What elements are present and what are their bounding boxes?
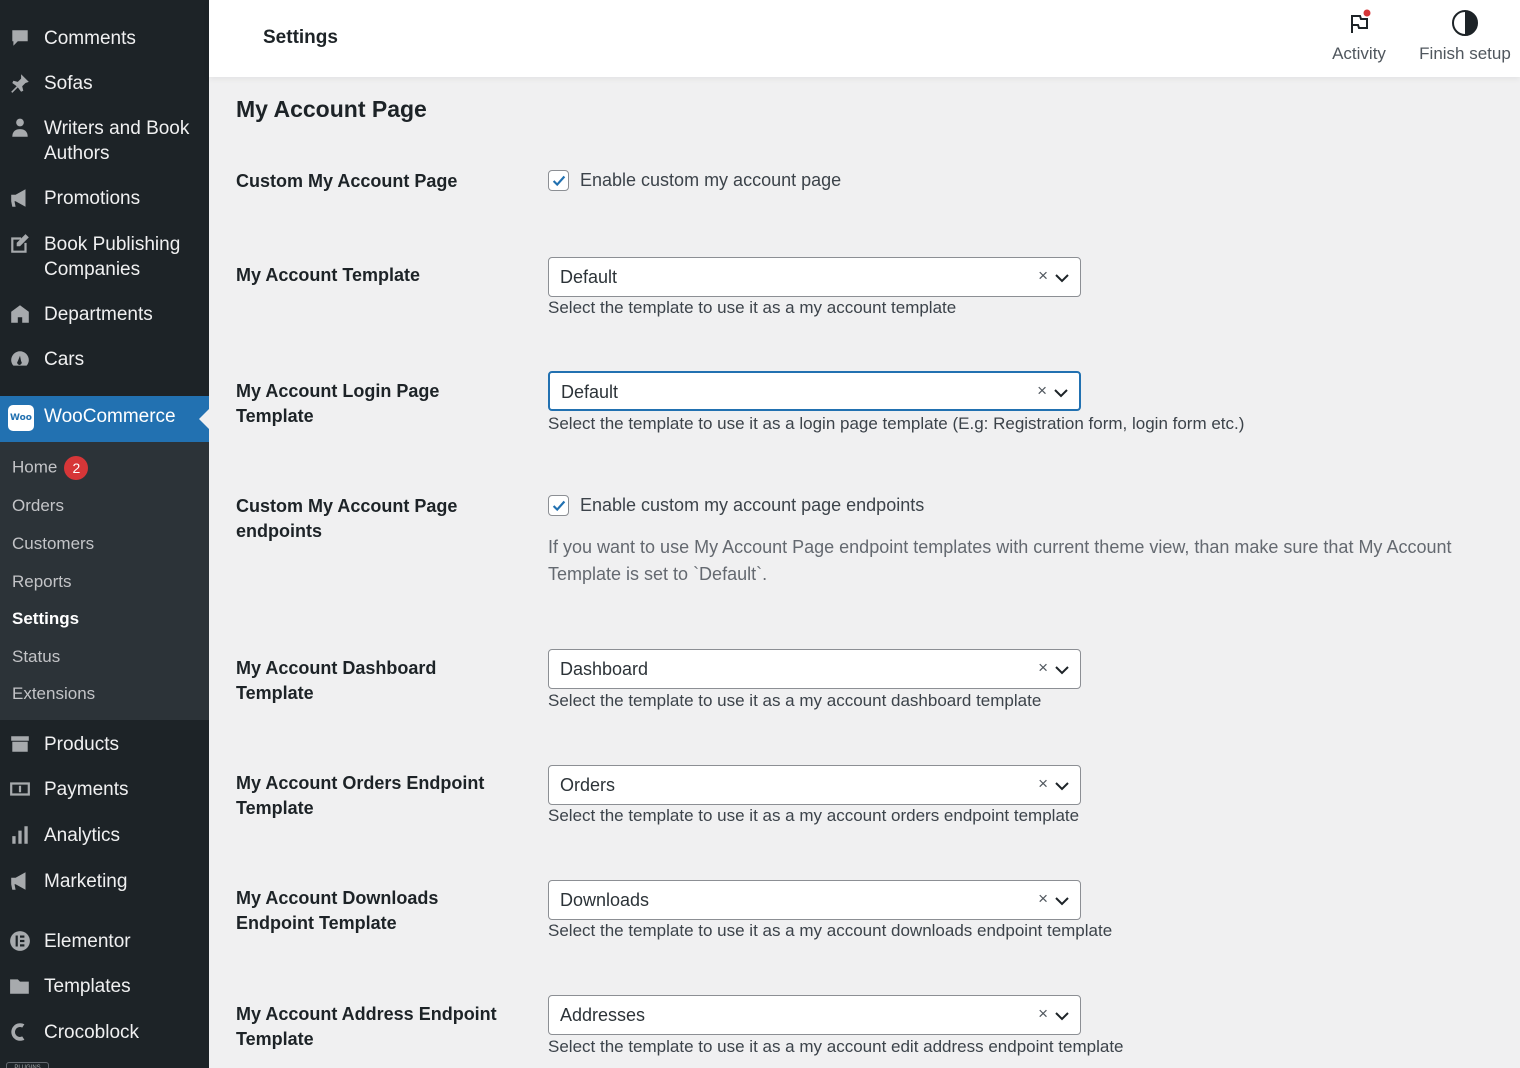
plugins-badge: PLUGINS xyxy=(6,1062,49,1068)
submenu-item-customers[interactable]: Customers xyxy=(12,534,95,553)
custom-page-checkbox-row[interactable]: Enable custom my account page xyxy=(548,170,841,191)
clear-icon[interactable]: × xyxy=(1038,266,1048,285)
clear-icon[interactable]: × xyxy=(1038,889,1048,908)
pin-icon xyxy=(8,71,32,95)
custom-page-label: Custom My Account Page xyxy=(236,171,458,191)
chevron-down-icon xyxy=(1054,270,1070,286)
page-title: Settings xyxy=(263,27,338,48)
admin-sidebar: Comments Sofas Writers and Book Authors Promotions Book Publishing Companies Departments Cars Woo WooCommerce Home 2 Orders Customers Reports Settings Status Extensions Products Payments Analytics Marketing Elementor Templates Crocoblock PLUGINS xyxy=(0,0,209,1068)
submenu-item-reports[interactable]: Reports xyxy=(12,572,72,591)
template-select[interactable]: Default × xyxy=(548,257,1081,297)
menu-item-woocommerce[interactable]: Woo WooCommerce xyxy=(0,396,209,442)
submenu-item-orders[interactable]: Orders xyxy=(12,496,64,515)
template-label: My Account Template xyxy=(236,265,421,285)
clear-icon[interactable]: × xyxy=(1038,774,1048,793)
downloads-template-select[interactable]: Downloads × xyxy=(548,880,1081,920)
clear-icon[interactable]: × xyxy=(1038,658,1048,677)
orders-template-label: My Account Orders Endpoint Template xyxy=(236,773,485,818)
dashboard-template-label: My Account Dashboard Template xyxy=(236,658,437,703)
buildings-icon xyxy=(8,302,32,326)
comment-icon xyxy=(8,26,32,50)
activity-button[interactable]: Activity xyxy=(1314,8,1404,64)
clear-icon[interactable]: × xyxy=(1037,381,1047,400)
downloads-template-description: Select the template to use it as a my account downloads endpoint template xyxy=(548,921,1113,940)
woocommerce-logo-icon: Woo xyxy=(8,405,34,431)
megaphone-icon xyxy=(8,186,32,210)
megaphone-icon xyxy=(8,869,32,893)
crocoblock-icon xyxy=(8,1020,32,1044)
address-template-select[interactable]: Addresses × xyxy=(548,995,1081,1035)
address-template-description: Select the template to use it as a my account edit address endpoint template xyxy=(548,1037,1124,1056)
elementor-icon xyxy=(8,929,32,953)
chevron-down-icon xyxy=(1054,893,1070,909)
endpoints-label: Custom My Account Page endpoints xyxy=(236,496,458,541)
endpoints-checkbox-row[interactable]: Enable custom my account page endpoints xyxy=(548,495,924,516)
submenu-item-settings[interactable]: Settings xyxy=(12,609,80,628)
dashboard-icon xyxy=(8,347,32,371)
bar-chart-icon xyxy=(8,823,32,847)
dollar-icon xyxy=(8,777,32,801)
chevron-down-icon xyxy=(1054,662,1070,678)
checkmark-icon xyxy=(550,497,568,515)
archive-icon xyxy=(8,732,32,756)
submenu-item-home[interactable]: Home 2 xyxy=(12,456,88,480)
chevron-down-icon xyxy=(1054,778,1070,794)
address-template-label: My Account Address Endpoint Template xyxy=(236,1004,497,1049)
template-description: Select the template to use it as a my account template xyxy=(548,298,957,317)
edit-icon xyxy=(8,232,32,256)
dashboard-template-description: Select the template to use it as a my account dashboard template xyxy=(548,691,1042,710)
downloads-template-label: My Account Downloads Endpoint Template xyxy=(236,888,439,933)
notification-badge: 2 xyxy=(64,456,88,480)
current-arrow-icon xyxy=(199,409,209,429)
submenu-item-extensions[interactable]: Extensions xyxy=(12,684,96,703)
login-template-select[interactable]: Default × xyxy=(548,371,1081,411)
custom-page-checkbox[interactable] xyxy=(548,170,569,191)
half-circle-icon xyxy=(1450,8,1480,38)
orders-template-description: Select the template to use it as a my account orders endpoint template xyxy=(548,806,1080,825)
chevron-down-icon xyxy=(1054,1008,1070,1024)
orders-template-select[interactable]: Orders × xyxy=(548,765,1081,805)
clear-icon[interactable]: × xyxy=(1038,1004,1048,1023)
login-template-label: My Account Login Page Template xyxy=(236,381,440,426)
settings-content xyxy=(209,77,1520,1068)
section-title: My Account Page xyxy=(236,96,427,122)
checkmark-icon xyxy=(550,172,568,190)
flag-icon xyxy=(1344,8,1374,38)
top-header xyxy=(209,0,1520,77)
dashboard-template-select[interactable]: Dashboard × xyxy=(548,649,1081,689)
finish-setup-button[interactable]: Finish setup xyxy=(1409,8,1520,64)
folder-icon xyxy=(8,974,32,998)
chevron-down-icon xyxy=(1053,385,1069,401)
login-template-description: Select the template to use it as a login page template (E.g: Registration form, login form etc.) xyxy=(548,414,1245,433)
users-icon xyxy=(8,116,32,140)
woocommerce-submenu xyxy=(0,442,209,720)
submenu-item-status[interactable]: Status xyxy=(12,647,61,666)
endpoints-checkbox[interactable] xyxy=(548,495,569,516)
endpoints-note: If you want to use My Account Page endpoint templates with current theme view, than make sure that My Account Template is set to `Default`. xyxy=(548,537,1452,584)
